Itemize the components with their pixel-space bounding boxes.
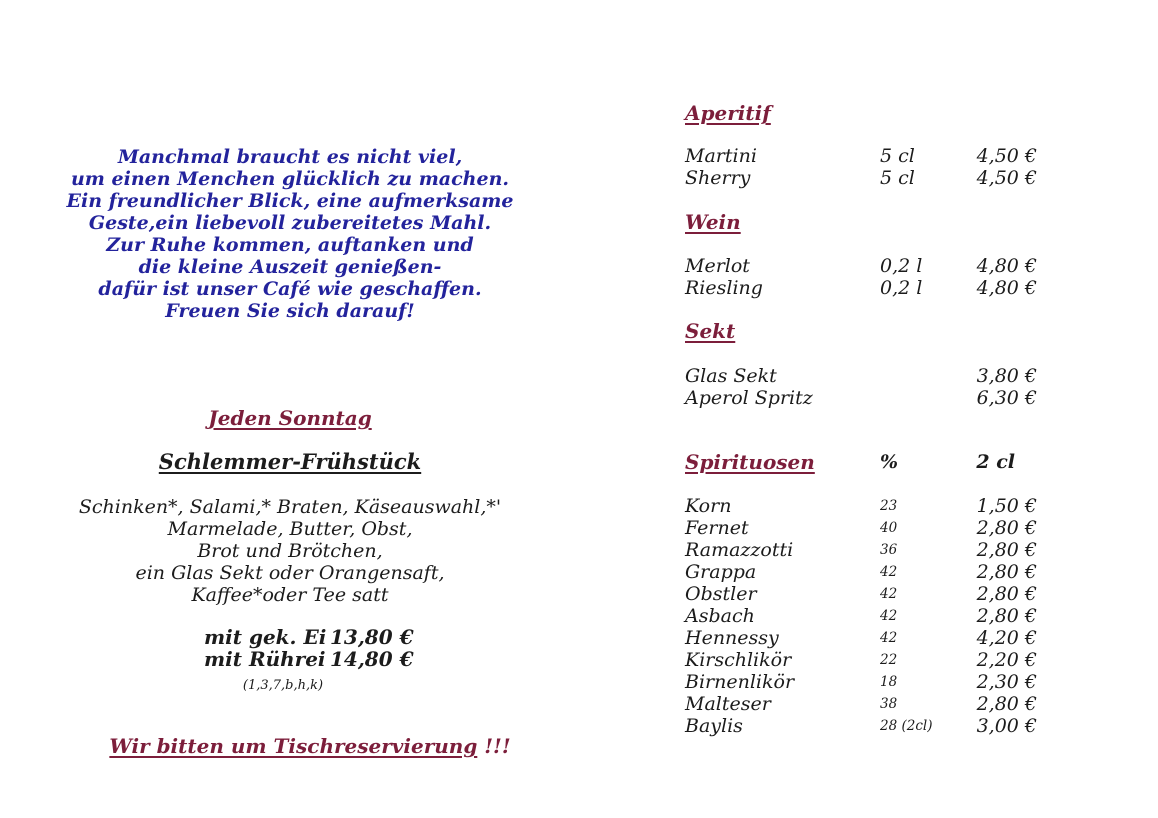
item-name: Hennessy <box>685 627 779 649</box>
item-quantity: 0,2 l <box>880 277 923 299</box>
sekt-heading: Sekt <box>685 319 736 343</box>
price-option-label: mit gek. Ei <box>204 625 327 649</box>
item-name: Sherry <box>685 167 751 189</box>
poem-line: Manchmal braucht es nicht viel, <box>117 146 463 168</box>
price-option-price: 14,80 € <box>330 647 414 671</box>
reservation-text: Wir bitten um Tischreservierung <box>109 734 478 758</box>
sekt-heading-wrap <box>685 318 735 344</box>
wein-heading: Wein <box>685 210 741 234</box>
item-alcohol-percent: 42 <box>880 564 898 580</box>
item-name: Merlot <box>685 255 750 277</box>
reservation-exclamation: !!! <box>477 734 511 758</box>
price-option-row <box>204 626 414 648</box>
size-column-header: 2 cl <box>976 451 1015 473</box>
item-name: Grappa <box>685 561 757 583</box>
poem-line: Zur Ruhe kommen, auftanken und <box>106 234 474 256</box>
item-name: Obstler <box>685 583 757 605</box>
allergen-note: (1,3,7,b,h,k) <box>242 678 324 693</box>
breakfast-line: Marmelade, Butter, Obst, <box>167 518 413 540</box>
spirituosen-header-row <box>685 449 1037 475</box>
menu-item-row <box>685 365 1037 387</box>
poem-line: Freuen Sie sich darauf! <box>165 300 415 322</box>
item-alcohol-percent: 23 <box>880 498 898 514</box>
poem-line: Ein freundlicher Blick, eine aufmerksame <box>66 190 514 212</box>
item-alcohol-percent: 18 <box>880 674 898 690</box>
item-quantity <box>880 387 967 409</box>
item-price: 1,50 € <box>976 495 1037 517</box>
item-price: 2,80 € <box>976 605 1037 627</box>
item-alcohol-percent: 40 <box>880 520 898 536</box>
item-price: 2,80 € <box>976 539 1037 561</box>
menu-item-row <box>685 539 1037 561</box>
aperitif-heading-wrap <box>685 100 771 126</box>
breakfast-line: Schinken*, Salami,* Braten, Käseauswahl,*' <box>78 496 502 518</box>
spirituosen-heading: Spirituosen <box>685 450 815 474</box>
item-alcohol-percent: 38 <box>880 696 898 712</box>
sunday-heading: Jeden Sonntag <box>208 406 372 430</box>
wein-heading-wrap <box>685 209 741 235</box>
item-price: 2,80 € <box>976 561 1037 583</box>
menu-item-row <box>685 387 1037 409</box>
wein-items <box>685 255 1037 299</box>
item-alcohol-percent: 42 <box>880 630 898 646</box>
aperitif-heading: Aperitif <box>685 101 771 125</box>
menu-item-row <box>685 605 1037 627</box>
aperitif-items <box>685 145 1037 189</box>
item-price: 3,00 € <box>976 715 1037 737</box>
menu-item-row <box>685 495 1037 517</box>
welcome-poem <box>0 146 580 322</box>
menu-item-row <box>685 671 1037 693</box>
item-name: Aperol Spritz <box>685 387 813 409</box>
breakfast-line: Brot und Brötchen, <box>197 540 383 562</box>
poem-line: dafür ist unser Café wie geschaffen. <box>98 278 482 300</box>
breakfast-description <box>0 496 580 606</box>
menu-item-row <box>685 517 1037 539</box>
item-name: Ramazzotti <box>685 539 794 561</box>
item-name: Birnenlikör <box>685 671 795 693</box>
poem-line: Geste,ein liebevoll zubereitetes Mahl. <box>88 212 492 234</box>
reservation-note <box>60 733 560 759</box>
menu-item-row <box>685 627 1037 649</box>
menu-item-row <box>685 693 1037 715</box>
poem-line: um einen Menchen glücklich zu machen. <box>70 168 510 190</box>
item-price: 4,50 € <box>976 167 1037 189</box>
item-quantity <box>880 365 967 387</box>
item-name: Glas Sekt <box>685 365 777 387</box>
breakfast-title-wrap <box>0 448 580 476</box>
menu-item-row <box>685 715 1037 737</box>
item-price: 2,20 € <box>976 649 1037 671</box>
menu-item-row <box>685 649 1037 671</box>
menu-item-row <box>685 145 1037 167</box>
item-price: 3,80 € <box>976 365 1037 387</box>
item-quantity: 0,2 l <box>880 255 923 277</box>
menu-item-row <box>685 167 1037 189</box>
item-name: Fernet <box>685 517 749 539</box>
item-name: Baylis <box>685 715 743 737</box>
item-alcohol-percent: 28 (2cl) <box>880 718 933 734</box>
item-name: Riesling <box>685 277 763 299</box>
sekt-items <box>685 365 1037 409</box>
item-quantity: 5 cl <box>880 145 915 167</box>
item-alcohol-percent: 36 <box>880 542 898 558</box>
menu-item-row <box>685 561 1037 583</box>
price-option-row <box>204 648 414 670</box>
item-price: 4,50 € <box>976 145 1037 167</box>
item-price: 2,80 € <box>976 583 1037 605</box>
sunday-heading-wrap <box>0 405 580 432</box>
breakfast-price-options <box>204 626 414 670</box>
menu-item-row <box>685 255 1037 277</box>
item-alcohol-percent: 22 <box>880 652 898 668</box>
breakfast-line: ein Glas Sekt oder Orangensaft, <box>135 562 445 584</box>
item-quantity: 5 cl <box>880 167 915 189</box>
item-name: Korn <box>685 495 732 517</box>
price-option-price: 13,80 € <box>330 625 414 649</box>
item-alcohol-percent: 42 <box>880 586 898 602</box>
item-name: Martini <box>685 145 757 167</box>
item-price: 6,30 € <box>976 387 1037 409</box>
price-option-label: mit Rührei <box>204 647 326 671</box>
drinks-column <box>685 0 1037 818</box>
item-price: 2,80 € <box>976 693 1037 715</box>
item-price: 2,80 € <box>976 517 1037 539</box>
item-name: Asbach <box>685 605 755 627</box>
item-name: Kirschlikör <box>685 649 792 671</box>
item-alcohol-percent: 42 <box>880 608 898 624</box>
menu-item-row <box>685 277 1037 299</box>
item-price: 4,80 € <box>976 255 1037 277</box>
breakfast-line: Kaffee*oder Tee satt <box>191 584 389 606</box>
item-price: 4,80 € <box>976 277 1037 299</box>
breakfast-title: Schlemmer-Frühstück <box>158 449 422 474</box>
menu-item-row <box>685 583 1037 605</box>
poem-line: die kleine Auszeit genießen- <box>138 256 442 278</box>
item-price: 4,20 € <box>976 627 1037 649</box>
percent-column-header: % <box>880 451 899 473</box>
spirituosen-items <box>685 495 1037 737</box>
item-name: Malteser <box>685 693 771 715</box>
item-price: 2,30 € <box>976 671 1037 693</box>
